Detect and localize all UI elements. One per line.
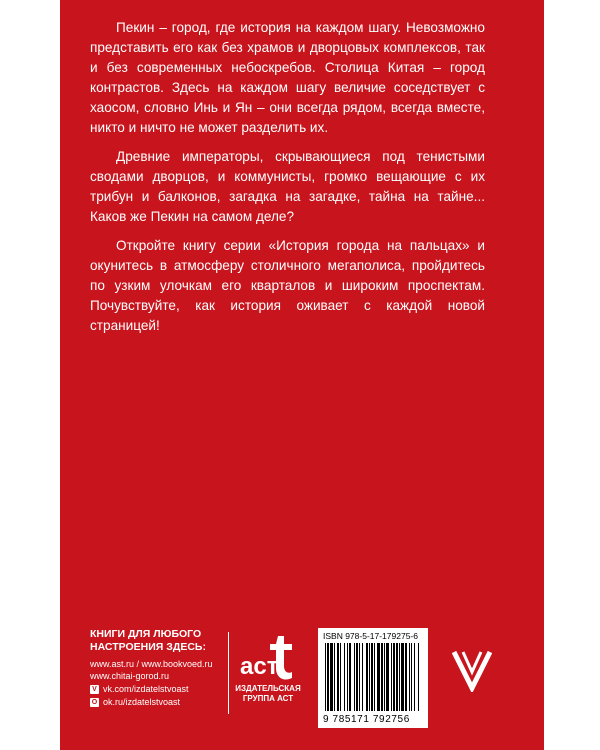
publisher-caption-line2: ГРУППА АСТ bbox=[242, 694, 294, 703]
publisher-caption bbox=[234, 684, 302, 704]
ok-row[interactable] bbox=[90, 696, 235, 708]
isbn-barcode-box bbox=[318, 628, 428, 728]
ok-link[interactable]: ok.ru/izdatelstvoast bbox=[103, 697, 181, 707]
description-paragraph-3: Откройте книгу серии «История города на пальцах» и окунитесь в атмосферу столичного мегаполиса, пройдитесь по узким улочкам его кварталов и широким проспектам. Почувствуйте, как история оживает с каждой новой страницей! bbox=[90, 238, 485, 333]
isbn-label: ISBN 978-5-17-179275-6 bbox=[323, 631, 418, 641]
barcode bbox=[323, 643, 423, 713]
vk-row[interactable] bbox=[90, 683, 235, 695]
logo-divider bbox=[228, 632, 229, 714]
description-paragraph-1: Пекин – город, где история на каждом шагу. Невозможно представить его как без храмов и дворцовых комплексов, так и без современных небоскребов. Столица Китая – город контрастов. Здесь на каждом шагу величие соседствует с хаосом, словно Инь и Ян – они всегда рядом, всегда вместе, никто и ничто не может разделить их. bbox=[90, 20, 485, 135]
publisher-logo bbox=[234, 632, 302, 704]
publisher-caption-line1: ИЗДАТЕЛЬСКАЯ bbox=[235, 684, 301, 693]
description bbox=[90, 18, 485, 345]
vk-link[interactable]: vk.com/izdatelstvoast bbox=[103, 684, 189, 694]
site-link-2[interactable]: www.chitai-gorod.ru bbox=[90, 671, 170, 681]
ast-logo-text: аст bbox=[240, 653, 279, 680]
ok-icon: O bbox=[91, 698, 98, 706]
site-link-1[interactable]: www.ast.ru / www.bookvoed.ru bbox=[90, 659, 213, 669]
bookstore-title-line2: НАСТРОЕНИЯ ЗДЕСЬ: bbox=[90, 641, 206, 653]
description-paragraph-2: Древние императоры, скрывающиеся под тенистыми сводами дворцов, и коммунисты, громко вещающие с их трибун и балконов, загадка на загадке, тайна на тайне... Каков же Пекин на самом деле? bbox=[90, 149, 485, 224]
bookstore-title-line1: КНИГИ ДЛЯ ЛЮБОГО bbox=[90, 628, 202, 640]
ast-logo-icon bbox=[238, 632, 298, 682]
vk-icon: V bbox=[90, 685, 99, 694]
bookstore-info bbox=[90, 628, 235, 708]
bookstore-sites bbox=[90, 658, 235, 682]
publisher-v-icon bbox=[452, 648, 492, 692]
isbn-digits: 9 785171 792756 bbox=[323, 714, 410, 725]
back-cover bbox=[60, 0, 544, 750]
bookstore-title bbox=[90, 628, 235, 654]
